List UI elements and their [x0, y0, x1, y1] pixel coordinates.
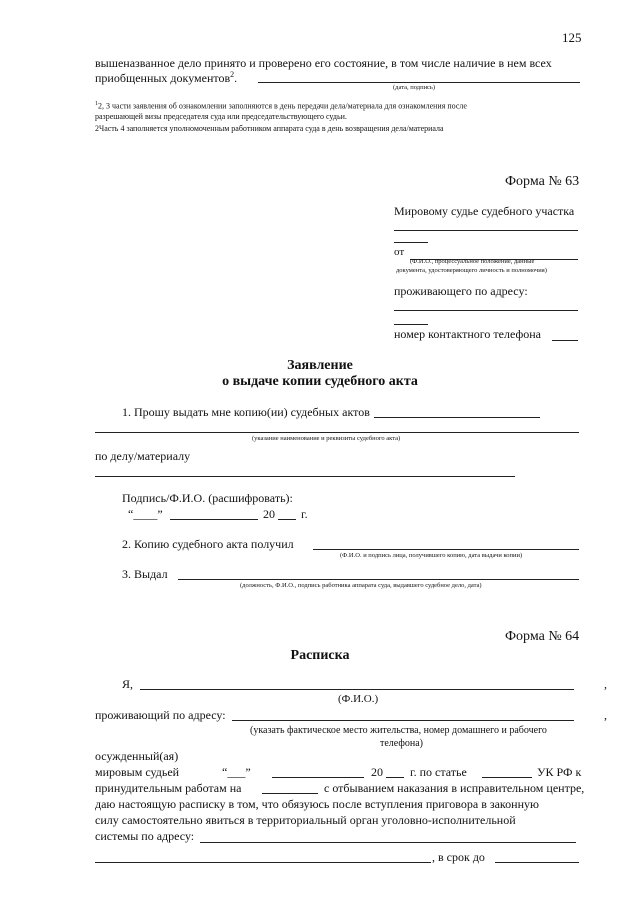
- receipt-p4: системы по адресу:: [95, 829, 195, 843]
- receipt-p1-b: с отбыванием наказания в исправительном центре,: [324, 781, 585, 795]
- address-line-2: [394, 324, 428, 325]
- address-caption-1: (указать фактическое место жительства, номер домашнего и рабочего: [250, 725, 547, 736]
- judge-date-month-line: [272, 777, 364, 778]
- date-sign-line: [258, 82, 580, 83]
- from-caption-1: (Ф.И.О., процессуальное положение, данные: [410, 258, 535, 265]
- fio-line: [140, 689, 574, 690]
- item-2-caption: (Ф.И.О. и подпись лица, получившего копию, дата выдачи копии): [340, 552, 523, 559]
- footnote-2: 2Часть 4 заполняется уполномоченным работником аппарата суда в день возвращения дела/материала: [95, 124, 444, 133]
- fio-caption: (Ф.И.О.): [338, 693, 379, 705]
- item-1: 1. Прошу выдать мне копию(ии) судебных актов: [122, 405, 370, 419]
- receipt-p3: силу самостоятельно явиться в территориальный орган уголовно-исполнительной: [95, 813, 516, 827]
- item-1-line: [374, 417, 540, 418]
- judge-date-day: “___”: [222, 765, 251, 779]
- system-address-line: [200, 842, 576, 843]
- item-1-caption: (указание наименование и реквизиты судебного акта): [252, 435, 401, 442]
- page-number: 125: [562, 30, 582, 45]
- form-63-label: Форма № 63: [505, 174, 580, 189]
- signature-date-month-line: [170, 519, 258, 520]
- signature-label: Подпись/Ф.И.О. (расшифровать):: [122, 491, 293, 505]
- convicted-label: осужденный(ая): [95, 749, 179, 763]
- phone-label: номер контактного телефона: [394, 327, 541, 341]
- phone-line: [552, 340, 578, 341]
- article-line: [482, 777, 532, 778]
- term-line: [262, 793, 318, 794]
- date-sign-caption: (дата, подпись): [393, 84, 436, 91]
- judge-date-year: 20: [371, 765, 383, 779]
- address-label: проживающего по адресу:: [394, 284, 528, 298]
- signature-date-year-suffix: г.: [301, 507, 308, 521]
- footnote-1: $^1$2, 3 части заявления об ознакомлении заполняются в день передачи дела/материала для ознакомления после: [95, 101, 467, 111]
- from-label: от: [394, 246, 405, 258]
- item-2: 2. Копию судебного акта получил: [122, 537, 294, 551]
- form-64-label: Форма № 64: [505, 629, 580, 644]
- addressee: Мировому судье судебного участка: [394, 204, 575, 218]
- judge-label: мировым судьей: [95, 765, 180, 779]
- signature-date-day: “____”: [128, 507, 163, 521]
- item-2-line: [313, 549, 579, 550]
- addressee-line: [394, 230, 578, 231]
- signature-date-year: 20: [263, 507, 275, 521]
- top-line-2: приобщенных документов$^2$.: [95, 70, 238, 85]
- top-line-1: вышеназванное дело принято и проверено его состояние, в том числе наличие в нем всех: [95, 56, 552, 70]
- title-line-2: о выдаче копии судебного акта: [222, 374, 418, 389]
- signature-date-year-line: [278, 519, 296, 520]
- system-address-line-2: [95, 862, 431, 863]
- case-label: по делу/материалу: [95, 449, 191, 463]
- item-3-caption: (должность, Ф.И.О., подпись работника аппарата суда, выдавшего судебное дело, дата): [240, 582, 482, 589]
- title-line-1: Заявление: [287, 358, 353, 373]
- receipt-address-line: [232, 720, 574, 721]
- item-3: 3. Выдал: [122, 567, 168, 581]
- receipt-p1-a: принудительным работам на: [95, 781, 242, 795]
- receipt-title: Расписка: [290, 648, 350, 663]
- address-caption-2: телефона): [380, 738, 423, 749]
- deadline-line: [495, 862, 579, 863]
- margin-comma-1: ,: [604, 677, 607, 691]
- case-line: [95, 476, 515, 477]
- receipt-address-label: проживающий по адресу:: [95, 708, 226, 722]
- judge-article: г. по статье: [410, 765, 467, 779]
- judge-date-year-line: [386, 777, 404, 778]
- address-line: [394, 310, 578, 311]
- uk-label: УК РФ к: [537, 765, 582, 779]
- i-label: Я,: [122, 677, 134, 691]
- receipt-p2: даю настоящую расписку в том, что обязуюсь после вступления приговора в законную: [95, 797, 539, 811]
- margin-comma-2: ,: [604, 708, 607, 722]
- receipt-p5-end: , в срок до: [432, 850, 485, 864]
- item-1-line-2: [95, 432, 579, 433]
- footnote-1-cont: разрешающей визы председателя суда или председательствующего судьи.: [95, 112, 347, 121]
- from-caption-2: документа, удостоверяющего личность и полномочия): [396, 267, 547, 274]
- addressee-line-2: [394, 242, 428, 243]
- item-3-line: [178, 579, 579, 580]
